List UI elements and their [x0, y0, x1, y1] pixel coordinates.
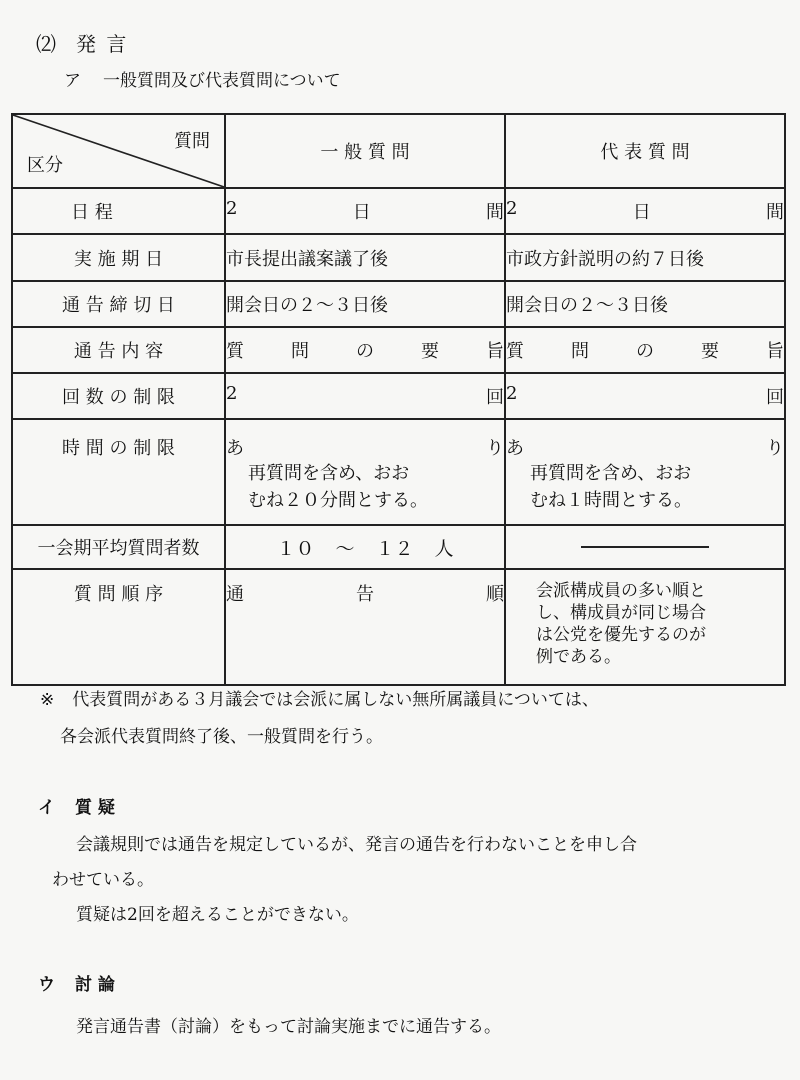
value-part: 日	[632, 202, 651, 223]
order-line: は公党を優先するのが	[536, 625, 706, 645]
section-title: 発 言	[76, 32, 129, 56]
value-part: り	[486, 438, 504, 459]
note-line: 再質問を含め、おお	[530, 463, 692, 484]
general-cell	[225, 569, 505, 685]
paragraph-line: 発言通告書（討論）をもって討論実施までに通告する。	[76, 1017, 501, 1037]
row-label: 質 問 順 序	[12, 569, 225, 685]
general-cell: 市長提出議案議了後	[225, 234, 505, 281]
value-part: １０	[276, 537, 315, 560]
value-part: の	[636, 341, 654, 362]
order-line: 例である。	[536, 647, 621, 667]
general-cell	[225, 373, 505, 419]
value-part: 旨	[766, 341, 784, 362]
value-part: 2	[226, 198, 238, 219]
header-general: 一 般 質 問	[225, 114, 505, 188]
note-line: むね１時間とする。	[530, 490, 692, 511]
value-part: 日	[352, 202, 371, 223]
general-cell	[225, 419, 505, 525]
value-part: 2	[506, 198, 518, 219]
footnote-line: 代表質問がある３月議会では会派に属しない無所属議員については、	[72, 690, 599, 710]
subsection-u-heading	[38, 970, 115, 995]
general-time-note	[226, 460, 504, 514]
value-part: 2	[506, 383, 518, 404]
row-label: 実 施 期 日	[12, 234, 225, 281]
subsection-u-marker: ウ	[38, 975, 55, 995]
order-line: し、構成員が同じ場合	[536, 603, 706, 623]
row-label-text: 日 程	[71, 202, 113, 223]
paragraph-line: 会議規則では通告を規定しているが、発言の通告を行わないことを申し合	[76, 835, 637, 855]
subsection-i-marker: イ	[38, 798, 55, 818]
value-part: 問	[571, 341, 589, 362]
table-row	[12, 373, 785, 419]
table-row	[12, 569, 785, 685]
row-label: 通 告 内 容	[12, 327, 225, 373]
table-row	[12, 234, 785, 281]
footnote-marker: ※	[40, 690, 55, 710]
table-row	[12, 188, 785, 234]
table-row	[12, 281, 785, 327]
table-header-row	[12, 114, 785, 188]
value-part: 間	[485, 202, 504, 223]
note-line: むね２０分間とする。	[248, 490, 428, 511]
representative-cell	[505, 373, 785, 419]
order-line: 会派構成員の多い順と	[536, 581, 706, 601]
value-part: り	[766, 438, 784, 459]
value-part: 2	[226, 383, 238, 404]
paragraph-line: 質疑は2回を超えることができない。	[76, 905, 359, 925]
value-part: 間	[765, 202, 784, 223]
value-part: ～	[335, 537, 355, 560]
representative-cell: 市政方針説明の約７日後	[505, 234, 785, 281]
header-diagonal-cell	[12, 114, 225, 188]
footnote-line: 各会派代表質問終了後、一般質問を行う。	[60, 727, 383, 747]
value-part: 質	[226, 341, 244, 362]
subsection-u-title: 討 論	[75, 975, 115, 995]
value-part: 回	[486, 387, 504, 408]
general-cell: 開会日の２～３日後	[225, 281, 505, 327]
value-part: あ	[226, 438, 244, 459]
value-part: 告	[356, 584, 374, 605]
row-label: 回 数 の 制 限	[12, 373, 225, 419]
note-line: 再質問を含め、おお	[248, 463, 410, 484]
value-part: 通	[226, 584, 244, 605]
not-applicable-dash	[581, 546, 709, 548]
value-part: 順	[486, 584, 504, 605]
row-label: 通 告 締 切 日	[12, 281, 225, 327]
subsection-i-heading	[38, 793, 115, 818]
value-part: 旨	[486, 341, 504, 362]
representative-cell	[505, 569, 785, 685]
footnote	[40, 685, 599, 710]
row-label: 時 間 の 制 限	[12, 419, 225, 525]
subsection-a-marker: ア	[64, 71, 81, 91]
representative-cell	[505, 188, 785, 234]
question-comparison-table	[11, 113, 786, 686]
value-part: あ	[506, 438, 524, 459]
value-part: 問	[291, 341, 309, 362]
representative-cell	[505, 419, 785, 525]
header-representative: 代 表 質 問	[505, 114, 785, 188]
value-part: 人	[434, 537, 454, 560]
row-label	[12, 188, 225, 234]
value-part: 質	[506, 341, 524, 362]
subsection-a-heading	[64, 66, 341, 91]
general-cell	[225, 188, 505, 234]
representative-cell	[505, 327, 785, 373]
table-row	[12, 419, 785, 525]
value-part: 要	[701, 341, 719, 362]
paragraph-line: わせている。	[52, 870, 154, 890]
section-heading	[36, 28, 128, 57]
subsection-a-title: 一般質問及び代表質問について	[103, 71, 341, 91]
general-cell	[225, 327, 505, 373]
value-part: の	[356, 341, 374, 362]
header-question-label: 質問	[174, 131, 210, 152]
section-number: ⑵	[36, 32, 58, 56]
value-part: 要	[421, 341, 439, 362]
subsection-i-title: 質 疑	[75, 798, 115, 818]
value-part: １２	[375, 537, 414, 560]
representative-cell	[505, 525, 785, 569]
header-category-label: 区分	[27, 155, 63, 176]
general-cell	[225, 525, 505, 569]
row-label: 一会期平均質問者数	[12, 525, 225, 569]
table-row	[12, 327, 785, 373]
representative-time-note	[506, 460, 784, 514]
table-row	[12, 525, 785, 569]
representative-cell: 開会日の２～３日後	[505, 281, 785, 327]
value-part: 回	[766, 387, 784, 408]
